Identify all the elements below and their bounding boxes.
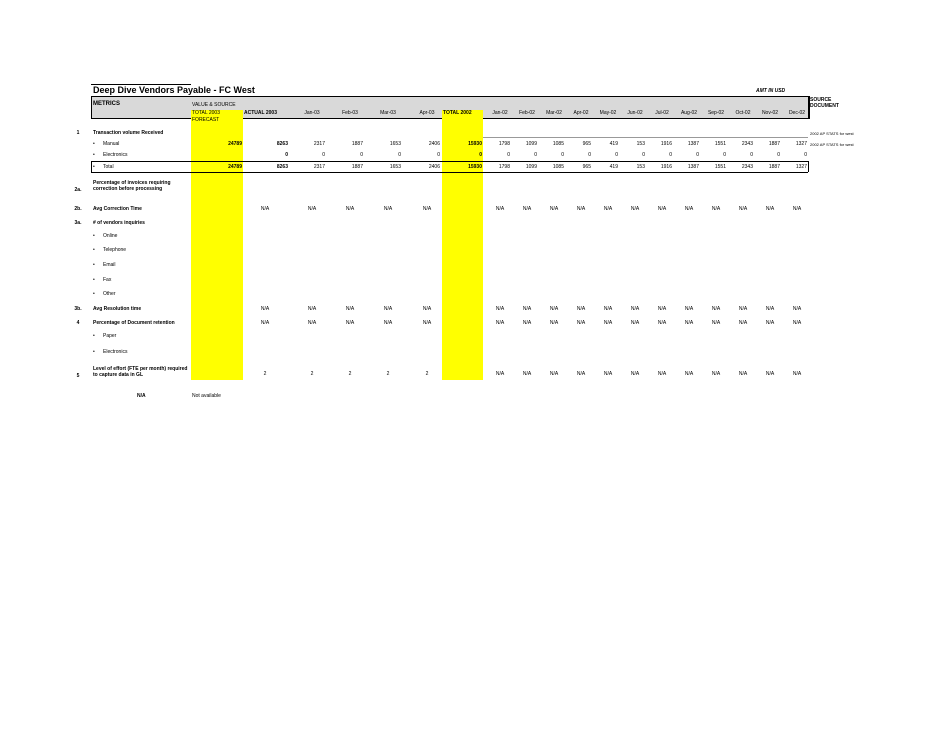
month-2002-value: 1887 [768,164,780,170]
month-2002-value: N/A [603,206,613,212]
month-2002-header: Mar-02 [546,110,562,116]
month-2003-value: 2406 [428,141,440,147]
row-label: Electronics [103,152,128,158]
month-2002-value: N/A [549,320,559,326]
month-2003-header: Mar-03 [380,110,396,116]
month-2002-value: N/A [711,320,721,326]
month-2003-value: 2 [386,371,390,377]
month-2002-value: 0 [750,152,753,158]
row-number: 2b. [74,206,82,212]
month-2002-value: 0 [534,152,537,158]
total-2003-forecast-header: TOTAL 2003 FORECAST [192,110,220,123]
month-2002-value: 153 [636,164,645,170]
row-label: Fax [103,277,112,283]
month-2002-value: N/A [495,320,505,326]
month-2003-value: 2317 [313,164,325,170]
month-2002-value: 1085 [552,141,564,147]
month-2002-value: N/A [495,206,505,212]
month-2002-value: 965 [582,141,591,147]
row-label: Email [103,262,116,268]
total-row-bottom-border [91,172,808,173]
row-label: Other [103,291,116,297]
bullet-icon: • [93,141,95,147]
month-2002-value: N/A [738,306,748,312]
month-2002-value: 0 [507,152,510,158]
month-2002-value: N/A [549,206,559,212]
month-2002-value: 1085 [552,164,564,170]
month-2003-value: 2406 [428,164,440,170]
row-number: 2a. [74,187,82,193]
month-2003-value: 2317 [313,141,325,147]
row-number: 1 [76,130,80,136]
month-2003-value: 0 [360,152,363,158]
month-2002-value: N/A [738,206,748,212]
bullet-icon: • [93,152,95,158]
month-2002-value: N/A [576,306,586,312]
month-2002-value: 419 [609,164,618,170]
month-2002-value: N/A [495,371,505,377]
row-label: Avg Correction Time [93,206,142,212]
month-2002-value: 0 [723,152,726,158]
month-2002-value: N/A [684,320,694,326]
page-title: Deep Dive Vendors Payable - FC West [93,85,255,95]
row-label: Percentage of invoices requiring correction before processing [93,180,171,192]
actual-2003-value: N/A [260,320,270,326]
month-2002-header: Aug-02 [680,110,698,116]
month-2002-value: N/A [549,306,559,312]
month-2002-value: N/A [630,320,640,326]
row-label: Avg Resolution time [93,306,142,312]
month-2003-value: 0 [437,152,440,158]
row-label: Paper [103,333,117,339]
month-2002-value: 1798 [498,164,510,170]
month-2002-value: 1551 [714,164,726,170]
month-2002-value: 1327 [795,164,807,170]
actual-2003-value: N/A [260,206,270,212]
month-2002-value: 0 [696,152,699,158]
month-2002-value: N/A [738,371,748,377]
month-2002-value: N/A [657,306,667,312]
month-2002-value: N/A [711,306,721,312]
month-2002-header: Dec-02 [788,110,806,116]
month-2003-value: N/A [422,306,432,312]
actual-2003-value: 2 [263,371,267,377]
bullet-icon: • [93,262,95,268]
month-2002-value: N/A [603,320,613,326]
month-2002-value: N/A [765,320,775,326]
month-2003-header: Jan-03 [304,110,320,116]
month-2003-value: 1653 [389,164,401,170]
actual-2003-header: ACTUAL 2003 [244,110,277,116]
month-2002-header: May-02 [599,110,617,116]
month-2002-value: N/A [657,371,667,377]
month-2002-value: 1887 [768,141,780,147]
month-2003-value: N/A [307,320,317,326]
month-2002-value: N/A [495,306,505,312]
month-2002-value: 0 [804,152,807,158]
month-2002-value: 153 [636,141,645,147]
month-2003-value: N/A [345,206,355,212]
month-2002-value: 419 [609,141,618,147]
month-2002-value: N/A [684,206,694,212]
source-document-note: 2002 AP STATS for west [810,142,854,147]
month-2003-value: N/A [345,306,355,312]
total-2002-value: 0 [479,152,482,158]
month-2002-value: 0 [615,152,618,158]
month-2003-value: N/A [345,320,355,326]
source-document-note: 2002 AP STATS for west [810,131,854,136]
row-label: Electronics [103,349,128,355]
month-2002-value: 0 [561,152,564,158]
month-2002-header: Jan-02 [492,110,508,116]
month-2002-value: 1327 [795,141,807,147]
bullet-icon: • [93,247,95,253]
month-2002-value: 0 [777,152,780,158]
month-2002-value: 1916 [660,164,672,170]
month-2002-header: Feb-02 [519,110,535,116]
month-2002-value: N/A [603,306,613,312]
month-2002-header: Jun-02 [627,110,643,116]
month-2003-value: N/A [383,306,393,312]
row-number: 3b. [74,306,82,312]
source-document-header: SOURCE DOCUMENT [810,97,839,109]
total-2002-header: TOTAL 2002 [443,110,472,116]
month-2002-header: Nov-02 [761,110,779,116]
month-2002-value: N/A [792,371,802,377]
bullet-icon: • [93,333,95,339]
total-2002-value: 15930 [468,141,482,147]
month-2002-value: 0 [669,152,672,158]
month-2002-value: 0 [588,152,591,158]
month-2003-value: N/A [422,206,432,212]
total-2002-value: 15930 [468,164,482,170]
month-2002-value: N/A [576,320,586,326]
month-2003-value: 1887 [351,141,363,147]
row-label: Level of effort (FTE per month) required to capture data in GL [93,366,188,378]
month-2002-value: N/A [576,206,586,212]
forecast-2003-value: 24789 [228,141,242,147]
actual-2003-value: N/A [260,306,270,312]
month-2002-value: 2343 [741,141,753,147]
month-2002-value: N/A [684,371,694,377]
month-2002-header: Apr-02 [573,110,589,116]
month-2002-value: N/A [603,371,613,377]
bullet-icon: • [93,277,95,283]
month-2002-value: N/A [522,306,532,312]
month-2002-value: N/A [684,306,694,312]
month-2002-value: N/A [738,320,748,326]
month-2003-value: 1887 [351,164,363,170]
month-2002-value: N/A [630,206,640,212]
month-2002-value: N/A [576,371,586,377]
metrics-header: METRICS [93,101,120,107]
row-label: # of vendors inquiries [93,220,145,226]
month-2002-value: 965 [582,164,591,170]
total-row-right-border [808,161,809,172]
month-2002-value: N/A [792,306,802,312]
month-2002-value: 1916 [660,141,672,147]
month-2003-value: N/A [307,206,317,212]
month-2002-value: N/A [657,206,667,212]
actual-2003-value: 8263 [276,141,288,147]
total-2002-column-highlight [442,110,483,380]
month-2002-value: N/A [549,371,559,377]
row-label: Percentage of Document retention [93,320,175,326]
month-2002-header: Jul-02 [655,110,669,116]
month-2002-value: 1551 [714,141,726,147]
month-2002-value: N/A [765,371,775,377]
amount-unit-note: AMT IN USD [756,88,786,94]
month-2003-value: 1653 [389,141,401,147]
row-label: Total [103,164,114,170]
month-2002-value: 1798 [498,141,510,147]
month-2003-value: 0 [398,152,401,158]
month-2003-value: 0 [322,152,325,158]
month-2003-value: 2 [310,371,314,377]
total-row-top-border [91,161,808,162]
row-number: 3a. [74,220,82,226]
month-2002-header: Sep-02 [707,110,725,116]
month-2002-header: Oct-02 [735,110,751,116]
month-2002-value: 0 [642,152,645,158]
month-2003-value: N/A [383,206,393,212]
month-2003-header: Apr-03 [419,110,435,116]
month-2002-value: N/A [765,306,775,312]
month-2002-value: 1387 [687,141,699,147]
month-2002-value: N/A [522,206,532,212]
month-2003-value: N/A [307,306,317,312]
source-column-left-border [808,96,809,118]
month-2002-value: 2343 [741,164,753,170]
forecast-2003-value: 24789 [228,164,242,170]
actual-2003-value: 8263 [276,164,288,170]
row-label: Transaction volume Received [93,130,164,136]
month-2002-value: N/A [765,206,775,212]
month-2002-value: N/A [630,371,640,377]
month-2003-value: N/A [422,320,432,326]
month-2003-value: N/A [383,320,393,326]
bullet-icon: • [93,233,95,239]
month-2003-value: 2 [348,371,352,377]
month-2002-value: N/A [630,306,640,312]
month-2003-header: Feb-03 [342,110,358,116]
month-2003-value: 2 [425,371,429,377]
month-2002-value: N/A [792,206,802,212]
row-label: Telephone [103,247,127,253]
month-2002-value: N/A [522,320,532,326]
row1-underline [483,137,808,138]
row-label: Online [103,233,118,239]
month-2002-value: N/A [522,371,532,377]
month-2002-value: N/A [657,320,667,326]
bullet-icon: • [93,349,95,355]
month-2002-value: N/A [792,320,802,326]
forecast-column-highlight [191,110,243,380]
legend-key: N/A [137,393,146,399]
row-number: 5 [76,373,80,379]
total-row-left-border [91,161,92,172]
row-number: 4 [76,320,80,326]
month-2002-value: 1099 [525,164,537,170]
row-label: Manual [103,141,120,147]
bullet-icon: • [93,164,95,170]
legend-value: Not available [192,393,221,399]
value-source-header: VALUE & SOURCE [192,102,236,108]
actual-2003-value: 0 [285,152,288,158]
bullet-icon: • [93,291,95,297]
month-2002-value: 1387 [687,164,699,170]
month-2002-value: 1099 [525,141,537,147]
month-2002-value: N/A [711,371,721,377]
month-2002-value: N/A [711,206,721,212]
